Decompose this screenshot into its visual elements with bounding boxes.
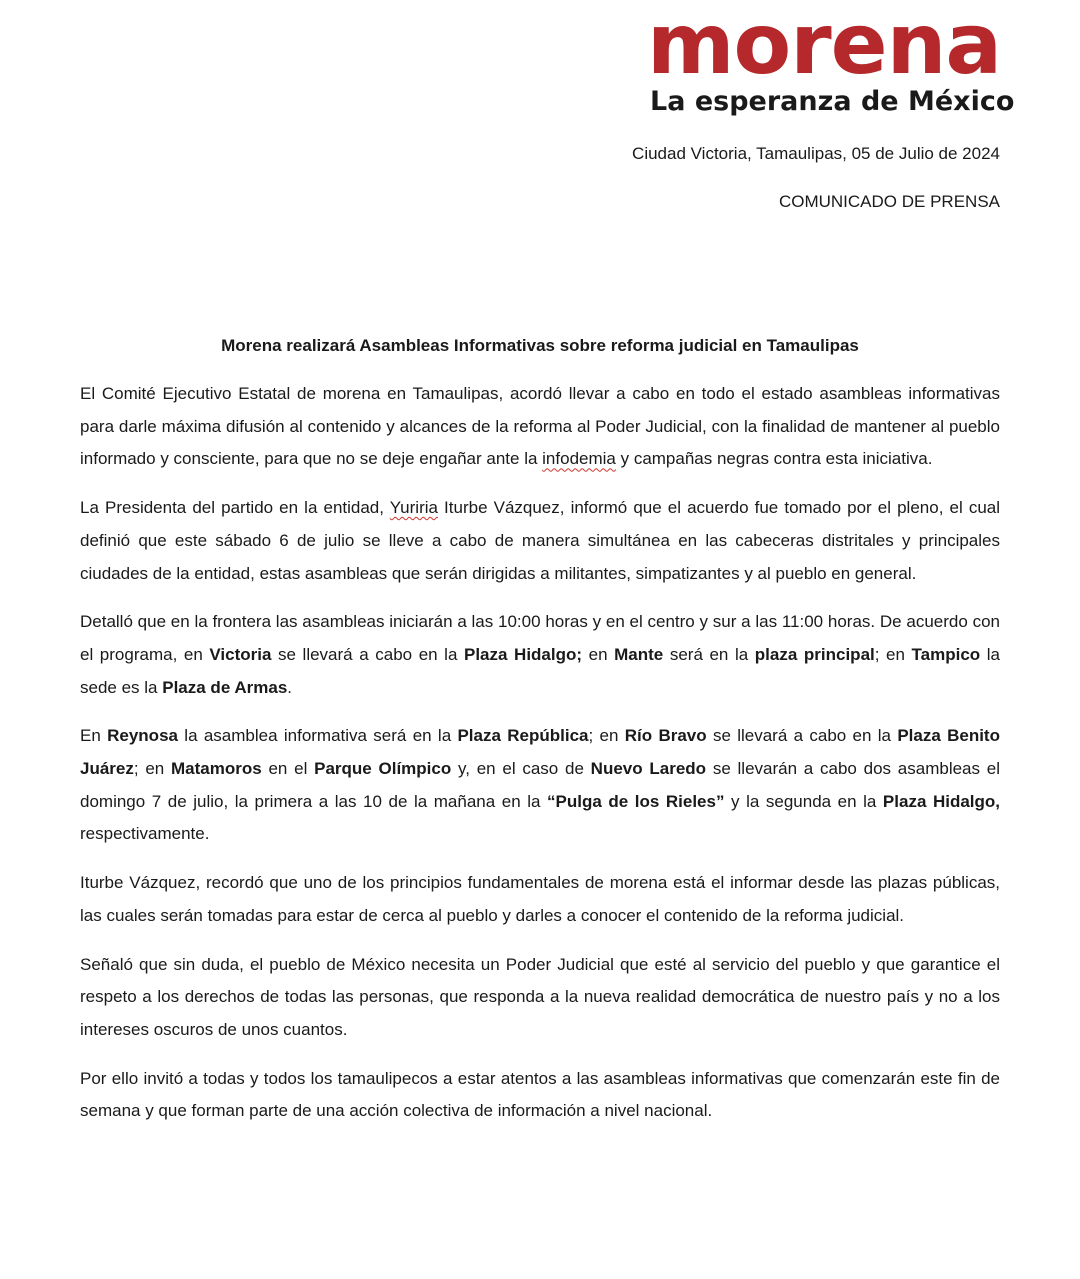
paragraph-6: Señaló que sin duda, el pueblo de México necesita un Poder Judicial que esté al servicio del pueblo y que garantice el respeto a los derechos de todas las personas, que responda a la nueva realidad democrática de nuestro país y no a los intereses oscuros de unos cuantos. (80, 954, 1000, 1039)
venue-place: plaza principal (754, 644, 875, 664)
paragraph-1 (80, 378, 1000, 476)
text-run: En (80, 726, 108, 746)
venue-place: “Pulga de los Rieles” (547, 791, 725, 811)
text-run: se llevarán a cabo dos asambleas el domingo 7 de julio, la primera a las 10 de la mañana en la (80, 759, 1000, 811)
press-body (80, 378, 1000, 1144)
venue-city: Reynosa (107, 726, 178, 746)
text-run: y campañas negras contra esta iniciativa. (615, 449, 933, 469)
text-run: y la segunda en la (724, 791, 883, 811)
venue-city: Matamoros (171, 759, 262, 779)
text-run: y, en el caso de (451, 759, 591, 779)
spellcheck-word: infodemia (542, 449, 616, 469)
press-headline: Morena realizará Asambleas Informativas sobre reforma judicial en Tamaulipas (221, 336, 859, 355)
paragraph-3 (80, 606, 1000, 704)
text-run: Iturbe Vázquez, informó que el acuerdo fue tomado por el pleno, el cual definió que este sábado 6 de julio se lleve a cabo de manera simultánea en las cabeceras distritales y principales ciudades de la entidad, estas asambleas que serán dirigidas a militantes, simpatizantes y al pueblo en general. (80, 498, 1001, 583)
venue-place: Plaza Hidalgo, (882, 791, 1001, 811)
text-run: respectivamente. (80, 824, 210, 844)
paragraph-4 (80, 720, 1000, 851)
venue-city: Nuevo Laredo (590, 759, 707, 779)
logo-slogan: La esperanza de México (650, 86, 1015, 117)
text-run: en (582, 644, 615, 664)
paragraph-7: Por ello invitó a todas y todos los tamaulipecos a estar atentos a las asambleas informativas que comenzarán este fin de semana y que forman parte de una acción colectiva de información a nivel nacional. (80, 1068, 1000, 1121)
date-line: Ciudad Victoria, Tamaulipas, 05 de Julio de 2024 (632, 144, 1000, 163)
venue-place: Parque Olímpico (314, 759, 452, 779)
venue-city: Tampico (911, 644, 981, 664)
paragraph-2 (80, 492, 1000, 590)
text-run: la sede es la (80, 644, 1000, 697)
text-run: ; en (874, 644, 912, 664)
document-kind: COMUNICADO DE PRENSA (778, 192, 1000, 211)
text-run: La Presidenta del partido en la entidad, (80, 498, 390, 518)
text-run: El Comité Ejecutivo Estatal de morena en Tamaulipas, acordó llevar a cabo en todo el estado asambleas informativas para darle máxima difusión al contenido y alcances de la reforma al Poder Judicial, con la finalidad de mantener al pueblo informado y consciente, para que no se deje engañar ante la (80, 384, 1000, 469)
logo-wordmark: morena (647, 0, 1002, 93)
text-run: Detalló que en la frontera las asambleas iniciarán a las 10:00 horas y en el centro y sur a las 11:00 horas. De acuerdo con el programa, en (80, 612, 1000, 664)
text-run: la asamblea informativa será en la (177, 726, 458, 746)
paragraph-5: Iturbe Vázquez, recordó que uno de los principios fundamentales de morena está el informar desde las plazas públicas, las cuales serán tomadas para estar de cerca al pueblo y darles a conocer el contenido de la reforma judicial. (80, 873, 1000, 925)
text-run: . (287, 677, 293, 697)
spellcheck-word: Yuriria (389, 498, 438, 518)
text-run: se llevará a cabo en la (271, 644, 464, 664)
text-run: será en la (663, 644, 755, 664)
venue-place: Plaza Benito Juárez (80, 726, 1000, 779)
venue-city: Victoria (209, 644, 272, 664)
venue-place: Plaza República (457, 726, 589, 746)
text-run: ; en (588, 726, 625, 746)
venue-place: Plaza Hidalgo; (464, 644, 583, 664)
text-run: se llevará a cabo en la (706, 726, 898, 746)
text-run: ; en (133, 759, 172, 779)
venue-place: Plaza de Armas (162, 677, 288, 697)
morena-logo (645, 0, 1015, 120)
venue-city: Río Bravo (624, 726, 707, 746)
venue-city: Mante (614, 644, 664, 664)
text-run: en el (261, 759, 315, 779)
